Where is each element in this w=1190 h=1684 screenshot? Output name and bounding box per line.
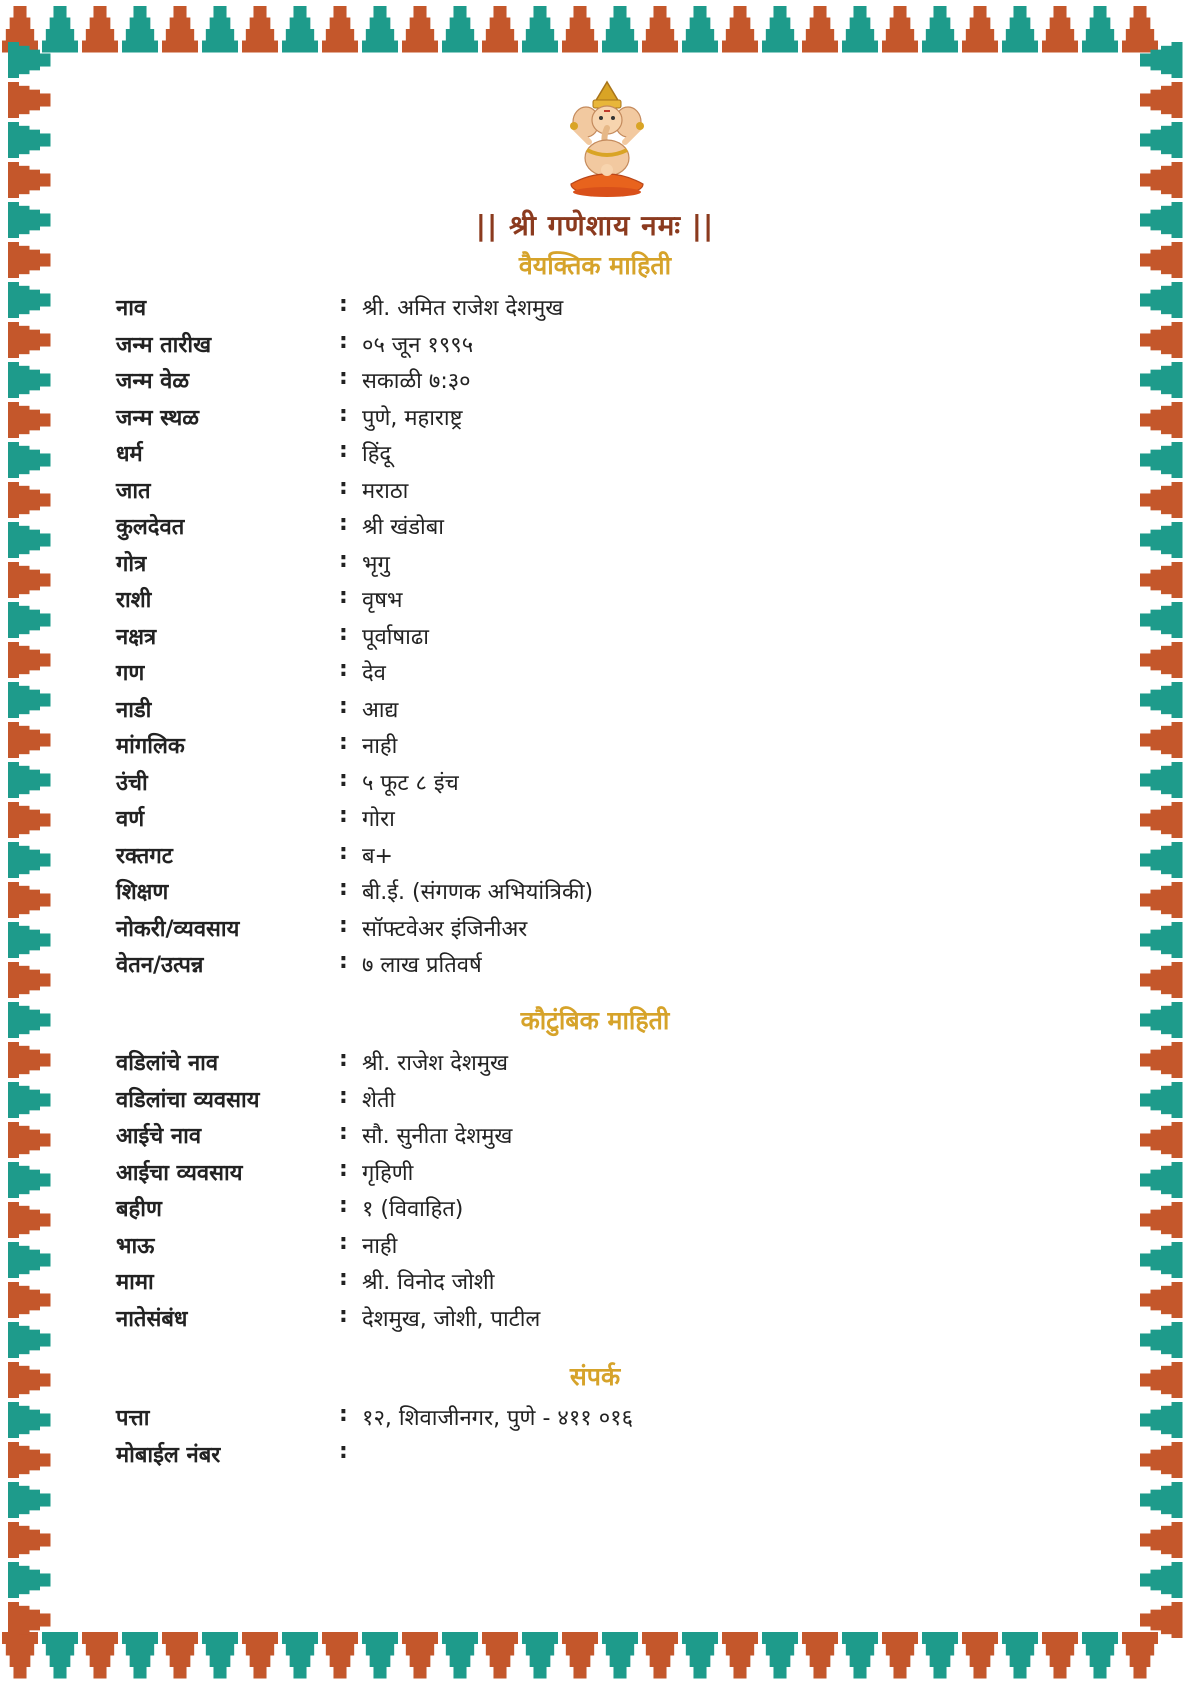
info-row <box>116 730 1116 768</box>
field-value: पुणे, महाराष्ट्र <box>362 405 463 431</box>
field-label: आईचा व्यवसाय <box>116 1160 243 1186</box>
info-row <box>116 876 1116 914</box>
ganesha-icon <box>557 80 657 200</box>
info-row <box>116 475 1116 513</box>
field-value: देशमुख, जोशी, पाटील <box>362 1306 541 1332</box>
field-label: वडिलांचा व्यवसाय <box>116 1087 260 1113</box>
field-separator: : <box>339 949 348 974</box>
field-separator: : <box>339 511 348 536</box>
field-value: वृषभ <box>362 588 403 613</box>
field-separator: : <box>339 1439 348 1464</box>
field-value: भृगु <box>362 551 390 577</box>
field-label: गण <box>116 661 145 686</box>
field-value: सौ. सुनीता देशमुख <box>362 1124 513 1149</box>
field-label: रक्तगट <box>116 843 173 869</box>
info-row <box>116 1230 1116 1268</box>
field-separator: : <box>339 1229 348 1255</box>
field-separator: : <box>339 693 348 719</box>
field-value: हिंदू <box>362 442 392 467</box>
field-separator: : <box>339 365 348 390</box>
field-separator: : <box>339 1302 348 1328</box>
info-row <box>116 402 1116 440</box>
field-separator: : <box>339 1083 348 1109</box>
field-value: श्री खंडोबा <box>362 515 444 540</box>
field-value: नाही <box>362 1233 398 1259</box>
field-separator: : <box>339 328 348 354</box>
field-separator: : <box>339 1120 348 1145</box>
field-value: सॉफ्टवेअर इंजिनीअर <box>362 916 528 942</box>
field-label: मांगलिक <box>116 734 185 759</box>
field-label: गोत्र <box>116 551 147 577</box>
field-value: ५ फूट ८ इंच <box>362 770 459 796</box>
field-separator: : <box>339 474 348 500</box>
field-label: शिक्षण <box>116 880 169 905</box>
field-value: ब+ <box>362 843 393 869</box>
field-label: भाऊ <box>116 1233 155 1259</box>
field-label: नातेसंबंध <box>116 1306 188 1332</box>
field-separator: : <box>339 401 348 427</box>
field-label: धर्म <box>116 442 143 467</box>
field-value: आद्य <box>362 697 399 723</box>
info-row <box>116 1439 1116 1477</box>
border-top <box>0 0 1190 58</box>
field-value: ७ लाख प्रतिवर्ष <box>362 953 482 978</box>
section-title-personal: वैयक्तिक माहिती <box>518 251 672 280</box>
field-label: बहीण <box>116 1197 162 1222</box>
info-row <box>116 1266 1116 1304</box>
field-value: १२, शिवाजीनगर, पुणे - ४११ ०१६ <box>362 1406 634 1431</box>
info-row <box>116 803 1116 841</box>
field-label: नाडी <box>116 697 152 723</box>
field-separator: : <box>339 1266 348 1291</box>
field-label: मोबाईल नंबर <box>116 1443 221 1468</box>
field-separator: : <box>339 1156 348 1182</box>
field-separator: : <box>339 803 348 828</box>
field-separator: : <box>339 438 348 463</box>
field-value: देव <box>362 661 386 686</box>
field-label: मामा <box>116 1270 154 1295</box>
field-label: नोकरी/व्यवसाय <box>116 916 240 942</box>
section-title-family: कौटुंबिक माहिती <box>520 1006 670 1035</box>
field-value: गृहिणी <box>362 1160 414 1186</box>
field-label: जन्म स्थळ <box>116 405 200 431</box>
info-row <box>116 657 1116 695</box>
field-value: श्री. राजेश देशमुख <box>362 1051 509 1076</box>
field-value: श्री. विनोद जोशी <box>362 1270 495 1295</box>
field-label: नक्षत्र <box>116 624 157 650</box>
info-row <box>116 365 1116 403</box>
field-label: कुलदेवत <box>116 515 185 540</box>
info-row <box>116 438 1116 476</box>
field-value: श्री. अमित राजेश देशमुख <box>362 296 564 321</box>
field-separator: : <box>339 912 348 938</box>
info-row <box>116 1402 1116 1440</box>
border-bottom <box>0 1626 1190 1684</box>
info-row <box>116 767 1116 805</box>
field-separator: : <box>339 657 348 682</box>
biodata-page <box>70 70 1120 1610</box>
field-value: नाही <box>362 734 398 759</box>
field-value: १ (विवाहित) <box>362 1197 464 1222</box>
field-value: सकाळी ७:३० <box>362 369 471 394</box>
field-separator: : <box>339 1402 348 1427</box>
info-row <box>116 1047 1116 1085</box>
field-value: गोरा <box>362 807 395 832</box>
info-row <box>116 694 1116 732</box>
field-separator: : <box>339 1047 348 1072</box>
info-row <box>116 1303 1116 1341</box>
field-label: उंची <box>116 770 148 796</box>
info-row <box>116 1193 1116 1231</box>
info-row <box>116 1084 1116 1122</box>
info-row <box>116 840 1116 878</box>
info-row <box>116 621 1116 659</box>
field-label: जन्म तारीख <box>116 332 212 358</box>
field-value: शेती <box>362 1087 396 1113</box>
field-label: जात <box>116 478 151 504</box>
field-label: जन्म वेळ <box>116 369 190 394</box>
field-separator: : <box>339 839 348 865</box>
info-row <box>116 1120 1116 1158</box>
info-row <box>116 548 1116 586</box>
field-label: पत्ता <box>116 1406 150 1431</box>
field-value: बी.ई. (संगणक अभियांत्रिकी) <box>362 880 594 905</box>
border-right <box>1132 40 1190 1644</box>
field-label: आईचे नाव <box>116 1124 202 1149</box>
info-row <box>116 511 1116 549</box>
info-row <box>116 913 1116 951</box>
section-title-contact: संपर्क <box>569 1362 621 1391</box>
info-row <box>116 1157 1116 1195</box>
invocation-heading: || श्री गणेशाय नमः || <box>475 209 715 242</box>
field-separator: : <box>339 620 348 646</box>
info-row <box>116 329 1116 367</box>
field-separator: : <box>339 730 348 755</box>
field-label: नाव <box>116 296 147 321</box>
field-value: मराठा <box>362 478 409 504</box>
field-label: वर्ण <box>116 807 145 832</box>
info-row <box>116 949 1116 987</box>
field-label: राशी <box>116 588 152 613</box>
field-separator: : <box>339 584 348 609</box>
field-separator: : <box>339 547 348 573</box>
field-separator: : <box>339 1193 348 1218</box>
info-row <box>116 292 1116 330</box>
field-value: ०५ जून १९९५ <box>362 332 474 358</box>
field-separator: : <box>339 292 348 317</box>
field-value: पूर्वाषाढा <box>362 624 429 650</box>
field-separator: : <box>339 876 348 901</box>
field-label: वडिलांचे नाव <box>116 1051 219 1076</box>
field-separator: : <box>339 766 348 792</box>
info-row <box>116 584 1116 622</box>
field-label: वेतन/उत्पन्न <box>116 953 204 978</box>
border-left <box>0 40 58 1644</box>
